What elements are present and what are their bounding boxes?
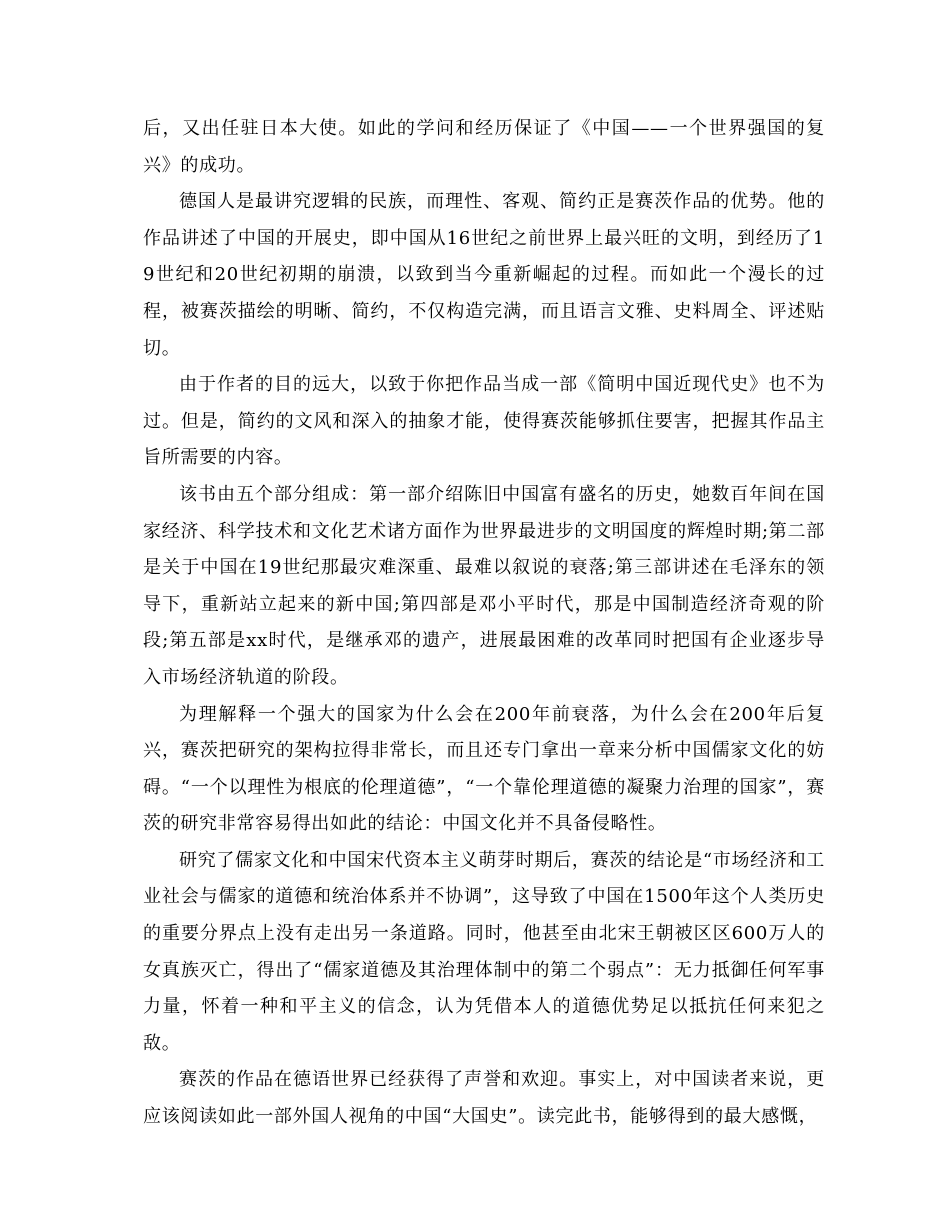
paragraph-7: 赛茨的作品在德语世界已经获得了声誉和欢迎。事实上，对中国读者来说，更应该阅读如此一部外国人视角的中国“大国史”。读完此书，能够得到的最大感慨， [143, 1069, 825, 1128]
paragraph-3: 由于作者的目的远大，以致于你把作品当成一部《简明中国近现代史》也不为过。但是，简约的文风和深入的抽象才能，使得赛茨能够抓住要害，把握其作品主旨所需要的内容。 [143, 374, 825, 469]
paragraph-2: 德国人是最讲究逻辑的民族，而理性、客观、简约正是赛茨作品的优势。他的作品讲述了中国的开展史，即中国从16世纪之前世界上最兴旺的文明，到经历了19世纪和20世纪初期的崩溃，以致到当今重新崛起的过程。而如此一个漫长的过程，被赛茨描绘的明晰、简约，不仅构造完满，而且语言文雅、史料周全、评述贴切。 [143, 191, 825, 359]
paragraph-4: 该书由五个部分组成：第一部介绍陈旧中国富有盛名的历史，她数百年间在国家经济、科学技术和文化艺术诸方面作为世界最进步的文明国度的辉煌时期;第二部是关于中国在19世纪那最灾难深重、最难以叙说的衰落;第三部讲述在毛泽东的领导下，重新站立起来的新中国;第四部是邓小平时代，那是中国制造经济奇观的阶段;第五部是xx时代，是继承邓的遗产，进展最困难的改革同时把国有企业逐步导入市场经济轨道的阶段。 [143, 483, 825, 688]
paragraph-1: 后，又出任驻日本大使。如此的学问和经历保证了《中国——一个世界强国的复兴》的成功。 [143, 118, 825, 176]
document-body [143, 111, 825, 1136]
paragraph-6: 研究了儒家文化和中国宋代资本主义萌芽时期后，赛茨的结论是“市场经济和工业社会与儒家的道德和统治体系并不协调”，这导致了中国在1500年这个人类历史的重要分界点上没有走出另一条道路。同时，他甚至由北宋王朝被区区600万人的女真族灭亡，得出了“儒家道德及其治理体制中的第二个弱点”：无力抵御任何军事力量，怀着一种和平主义的信念，认为凭借本人的道德优势足以抵抗任何来犯之敌。 [143, 849, 825, 1054]
paragraph-5: 为理解释一个强大的国家为什么会在200年前衰落，为什么会在200年后复兴，赛茨把研究的架构拉得非常长，而且还专门拿出一章来分析中国儒家文化的妨碍。“一个以理性为根底的伦理道德”，“一个靠伦理道德的凝聚力治理的国家”，赛茨的研究非常容易得出如此的结论：中国文化并不具备侵略性。 [143, 703, 825, 835]
